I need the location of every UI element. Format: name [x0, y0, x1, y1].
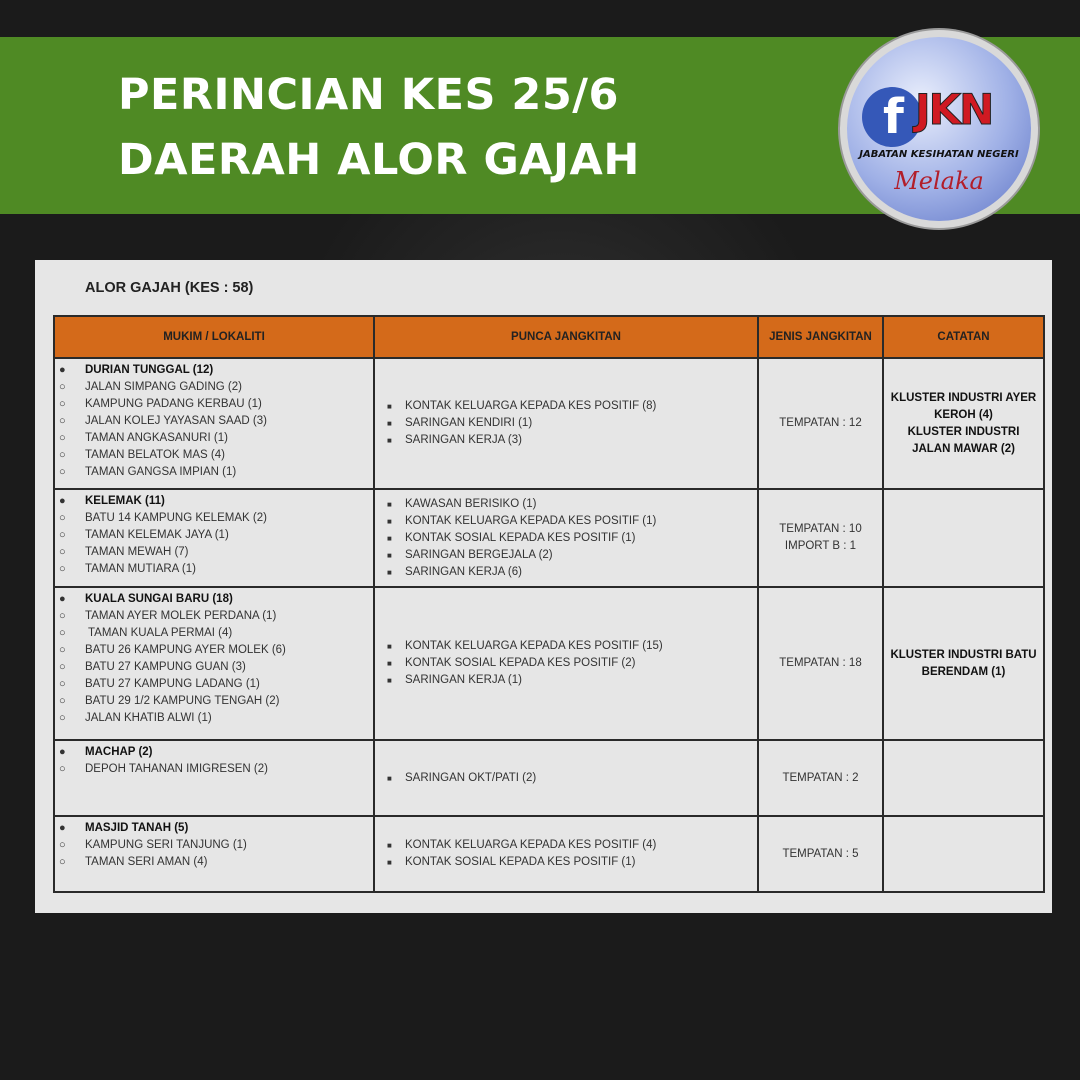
mukim-name: KELEMAK (11) [85, 495, 165, 507]
table-header-row [54, 316, 1044, 358]
source-item [379, 837, 753, 854]
square-bullet-icon: ■ [387, 550, 392, 560]
locality-item [59, 710, 369, 727]
catatan-text: KLUSTER INDUSTRI JALAN MAWAR (2) [907, 425, 1020, 455]
square-bullet-icon: ■ [387, 642, 392, 651]
locality-name: JALAN KOLEJ YAYASAN SAAD (3) [85, 415, 267, 427]
locality-name: TAMAN SERI AMAN (4) [85, 856, 208, 868]
catatan-cell [883, 587, 1044, 740]
mukim-name: DURIAN TUNGGAL (12) [85, 364, 214, 376]
locality-item [59, 642, 369, 659]
locality-item [59, 527, 369, 544]
locality-name: BATU 27 KAMPUNG LADANG (1) [85, 678, 260, 690]
mukim-name: MACHAP (2) [85, 746, 153, 758]
table-row [54, 358, 1044, 489]
square-bullet-icon: ■ [387, 773, 392, 783]
locality-item [59, 379, 369, 396]
square-bullet-icon: ■ [387, 516, 392, 526]
circle-bullet-icon: ○ [59, 712, 66, 724]
source-text: KONTAK KELUARGA KEPADA KES POSITIF (1) [405, 514, 657, 527]
locality-item [59, 837, 369, 854]
locality-item [59, 510, 369, 527]
circle-bullet-icon: ○ [59, 466, 66, 478]
logo-script: Melaka [894, 167, 984, 195]
header-title-line2: DAERAH ALOR GAJAH [118, 135, 640, 185]
catatan-cell [883, 489, 1044, 587]
locality-item [59, 854, 369, 871]
locality-name: TAMAN MEWAH (7) [85, 546, 189, 558]
source-item [379, 496, 753, 513]
source-item [379, 638, 753, 655]
square-bullet-icon: ■ [387, 533, 392, 543]
circle-bullet-icon: ○ [59, 644, 66, 656]
source-item [379, 415, 753, 432]
jenis-text: TEMPATAN : 10 [779, 523, 862, 535]
locality-name: TAMAN GANGSA IMPIAN (1) [85, 466, 237, 478]
locality-name: TAMAN KUALA PERMAI (4) [85, 627, 233, 639]
circle-bullet-icon: ○ [59, 763, 66, 775]
report-card [35, 260, 1052, 913]
locality-name: TAMAN KELEMAK JAYA (1) [85, 529, 229, 541]
case-table [53, 315, 1045, 893]
circle-bullet-icon: ○ [59, 512, 66, 524]
square-bullet-icon: ■ [387, 841, 392, 850]
circle-bullet-icon: ○ [59, 695, 66, 707]
mukim-cell [54, 816, 374, 892]
mukim-name: MASJID TANAH (5) [85, 822, 189, 834]
source-text: SARINGAN KERJA (3) [405, 434, 522, 446]
locality-name: BATU 29 1/2 KAMPUNG TENGAH (2) [85, 695, 280, 707]
locality-name: TAMAN BELATOK MAS (4) [85, 449, 225, 461]
circle-bullet-icon: ○ [59, 563, 66, 575]
catatan-cell [883, 358, 1044, 489]
jenis-text: TEMPATAN : 12 [779, 417, 862, 429]
source-text: KONTAK KELUARGA KEPADA KES POSITIF (15) [405, 640, 663, 652]
jenis-cell [758, 489, 883, 587]
table-row [54, 740, 1044, 816]
locality-item [59, 761, 369, 778]
source-cell [374, 358, 758, 489]
column-header: CATATAN [883, 316, 1044, 358]
locality-item [59, 430, 369, 447]
circle-bullet-icon: ○ [59, 529, 66, 541]
source-item [379, 547, 753, 564]
circle-bullet-icon: ○ [59, 610, 66, 622]
mukim-cell [54, 489, 374, 587]
catatan-cell [883, 740, 1044, 816]
source-text: SARINGAN KERJA (1) [405, 674, 522, 686]
jenis-cell [758, 740, 883, 816]
source-item [379, 432, 753, 449]
catatan-text: KLUSTER INDUSTRI AYER KEROH (4) [890, 391, 1037, 421]
locality-name: KAMPUNG PADANG KERBAU (1) [85, 398, 262, 410]
bullet-icon: ● [59, 495, 66, 507]
source-text: KAWASAN BERISIKO (1) [405, 497, 537, 510]
column-header: MUKIM / LOKALITI [54, 316, 374, 358]
source-item [379, 854, 753, 871]
source-cell [374, 489, 758, 587]
locality-item [59, 544, 369, 561]
table-row [54, 587, 1044, 740]
mukim-item [59, 362, 369, 379]
locality-item [59, 659, 369, 676]
mukim-cell [54, 740, 374, 816]
circle-bullet-icon: ○ [59, 661, 66, 673]
source-text: SARINGAN KERJA (6) [405, 565, 522, 578]
catatan-cell [883, 816, 1044, 892]
locality-name: TAMAN AYER MOLEK PERDANA (1) [85, 610, 277, 622]
source-item [379, 655, 753, 672]
source-item [379, 564, 753, 581]
locality-name: JALAN SIMPANG GADING (2) [85, 381, 242, 393]
jenis-text: IMPORT B : 1 [784, 540, 857, 552]
column-header: JENIS JANGKITAN [758, 316, 883, 358]
jenis-text: TEMPATAN : 5 [782, 847, 859, 860]
source-item [379, 513, 753, 530]
jenis-text: TEMPATAN : 2 [782, 771, 859, 784]
circle-bullet-icon: ○ [59, 432, 66, 444]
circle-bullet-icon: ○ [59, 856, 66, 868]
locality-name: TAMAN ANGKASANURI (1) [85, 432, 228, 444]
locality-name: BATU 27 KAMPUNG GUAN (3) [85, 661, 246, 673]
circle-bullet-icon: ○ [59, 678, 66, 690]
locality-name: TAMAN MUTIARA (1) [85, 563, 196, 575]
table-row [54, 816, 1044, 892]
locality-item [59, 396, 369, 413]
jenis-cell [758, 587, 883, 740]
header-title-line1: PERINCIAN KES 25/6 [118, 70, 619, 120]
square-bullet-icon: ■ [387, 402, 392, 411]
mukim-cell [54, 358, 374, 489]
locality-name: BATU 26 KAMPUNG AYER MOLEK (6) [85, 644, 286, 656]
square-bullet-icon: ■ [387, 419, 392, 428]
jkn-logo [840, 30, 1038, 228]
mukim-item [59, 820, 369, 837]
square-bullet-icon: ■ [387, 499, 392, 509]
source-text: SARINGAN OKT/PATI (2) [405, 771, 537, 784]
circle-bullet-icon: ○ [59, 449, 66, 461]
logo-subtitle: JABATAN KESIHATAN NEGERI [859, 149, 1019, 160]
bullet-icon: ● [59, 364, 66, 376]
locality-name: DEPOH TAHANAN IMIGRESEN (2) [85, 763, 268, 775]
source-text: SARINGAN KENDIRI (1) [405, 417, 533, 429]
circle-bullet-icon: ○ [59, 381, 66, 393]
jenis-cell [758, 358, 883, 489]
circle-bullet-icon: ○ [59, 415, 66, 427]
catatan-text: KLUSTER INDUSTRI BATU BERENDAM (1) [890, 648, 1037, 678]
mukim-name: KUALA SUNGAI BARU (18) [85, 593, 233, 605]
locality-name: BATU 14 KAMPUNG KELEMAK (2) [85, 512, 267, 524]
source-text: KONTAK SOSIAL KEPADA KES POSITIF (1) [405, 531, 636, 544]
source-text: KONTAK KELUARGA KEPADA KES POSITIF (4) [405, 839, 657, 851]
bullet-icon: ● [59, 822, 66, 834]
circle-bullet-icon: ○ [59, 627, 66, 639]
circle-bullet-icon: ○ [59, 398, 66, 410]
source-text: KONTAK SOSIAL KEPADA KES POSITIF (1) [405, 856, 636, 868]
jenis-text: TEMPATAN : 18 [779, 657, 862, 669]
locality-name: JALAN KHATIB ALWI (1) [85, 712, 212, 724]
source-item [379, 672, 753, 689]
locality-item [59, 676, 369, 693]
circle-bullet-icon: ○ [59, 546, 66, 558]
bullet-icon: ● [59, 593, 66, 605]
locality-item [59, 464, 369, 481]
locality-name: KAMPUNG SERI TANJUNG (1) [85, 839, 247, 851]
square-bullet-icon: ■ [387, 436, 392, 445]
locality-item [59, 447, 369, 464]
locality-item [59, 413, 369, 430]
jenis-cell [758, 816, 883, 892]
square-bullet-icon: ■ [387, 676, 392, 685]
mukim-item [59, 744, 369, 761]
square-bullet-icon: ■ [387, 567, 392, 577]
mukim-cell [54, 587, 374, 740]
logo-letter: f [883, 89, 904, 145]
square-bullet-icon: ■ [387, 659, 392, 668]
source-cell [374, 587, 758, 740]
source-item [379, 398, 753, 415]
locality-item [59, 625, 369, 642]
logo-brand: JKN [915, 85, 993, 134]
source-cell [374, 740, 758, 816]
column-header: PUNCA JANGKITAN [374, 316, 758, 358]
table-row [54, 489, 1044, 587]
square-bullet-icon: ■ [387, 858, 392, 867]
locality-item [59, 561, 369, 578]
source-cell [374, 816, 758, 892]
locality-item [59, 608, 369, 625]
circle-bullet-icon: ○ [59, 839, 66, 851]
mukim-item [59, 493, 369, 510]
logo-badge [847, 37, 1031, 221]
report-title: ALOR GAJAH (KES : 58) [85, 280, 254, 296]
source-text: SARINGAN BERGEJALA (2) [405, 548, 553, 561]
bullet-icon: ● [59, 746, 66, 758]
locality-item [59, 693, 369, 710]
mukim-item [59, 591, 369, 608]
source-item [379, 770, 753, 787]
source-text: KONTAK SOSIAL KEPADA KES POSITIF (2) [405, 657, 636, 669]
source-item [379, 530, 753, 547]
source-text: KONTAK KELUARGA KEPADA KES POSITIF (8) [405, 400, 657, 412]
